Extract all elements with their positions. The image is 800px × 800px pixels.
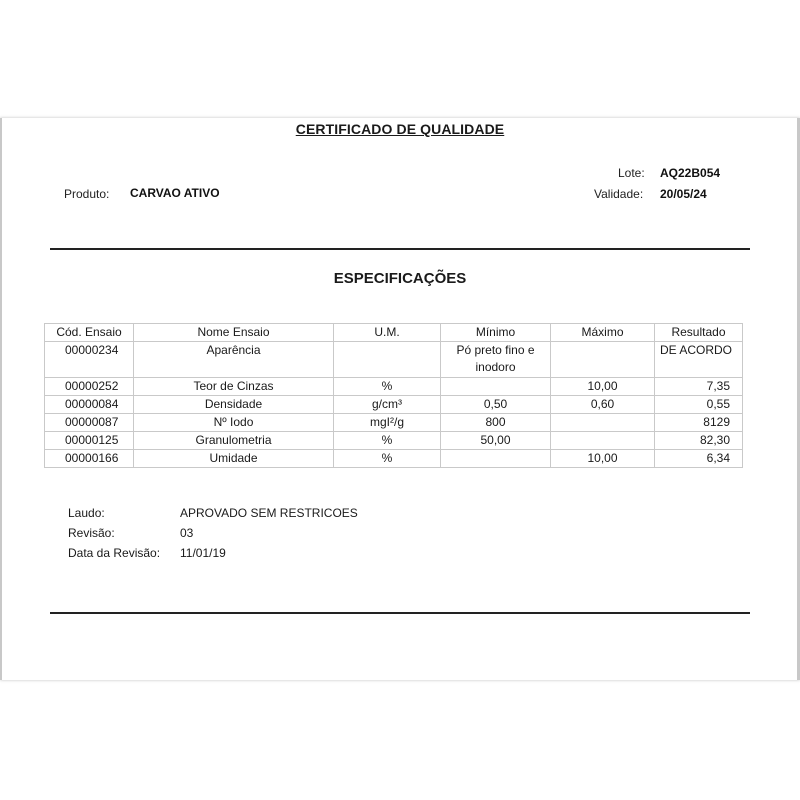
revisao-value: 03 xyxy=(180,526,194,540)
header-resultado: Resultado xyxy=(655,324,743,342)
cell-unit xyxy=(334,342,441,378)
table-row xyxy=(45,414,743,432)
page-edge-left xyxy=(0,118,2,680)
cell-code: 00000125 xyxy=(45,432,134,450)
cell-max xyxy=(551,432,655,450)
table-row xyxy=(45,432,743,450)
cell-result: 8129 xyxy=(655,414,743,432)
table-header-row xyxy=(45,324,743,342)
divider-bottom xyxy=(50,612,750,614)
cell-code: 00000087 xyxy=(45,414,134,432)
cell-min: 0,50 xyxy=(441,396,551,414)
cell-code: 00000234 xyxy=(45,342,134,378)
validity-label: Validade: xyxy=(594,187,644,201)
table-row xyxy=(45,396,743,414)
cell-name: Densidade xyxy=(134,396,334,414)
cell-result: 82,30 xyxy=(655,432,743,450)
revisao-label: Revisão: xyxy=(68,526,115,540)
cell-name: Nº Iodo xyxy=(134,414,334,432)
cell-code: 00000166 xyxy=(45,450,134,468)
cell-max xyxy=(551,414,655,432)
validity-value: 20/05/24 xyxy=(660,187,707,201)
cell-min xyxy=(441,378,551,396)
lot-value: AQ22B054 xyxy=(660,166,721,180)
cell-max: 0,60 xyxy=(551,396,655,414)
lot-label: Lote: xyxy=(618,166,645,180)
cell-min xyxy=(441,450,551,468)
cell-unit: % xyxy=(334,450,441,468)
table-row xyxy=(45,342,743,378)
product-value: CARVAO ATIVO xyxy=(130,186,220,200)
cell-result: DE ACORDO xyxy=(655,342,743,378)
spec-table xyxy=(44,323,743,468)
laudo-value: APROVADO SEM RESTRICOES xyxy=(180,506,358,520)
data-revisao-value: 11/01/19 xyxy=(180,546,226,560)
table-row xyxy=(45,378,743,396)
cell-result: 0,55 xyxy=(655,396,743,414)
spec-title: ESPECIFICAÇÕES xyxy=(333,270,467,287)
header-cod-ensaio: Cód. Ensaio xyxy=(45,324,134,342)
cell-result: 7,35 xyxy=(655,378,743,396)
cell-result: 6,34 xyxy=(655,450,743,468)
cell-unit: g/cm³ xyxy=(334,396,441,414)
cell-name: Teor de Cinzas xyxy=(134,378,334,396)
cell-unit: % xyxy=(334,378,441,396)
cell-code: 00000252 xyxy=(45,378,134,396)
cell-name: Umidade xyxy=(134,450,334,468)
header-minimo: Mínimo xyxy=(441,324,551,342)
cell-max xyxy=(551,342,655,378)
cell-unit: mgI²/g xyxy=(334,414,441,432)
header-um: U.M. xyxy=(334,324,441,342)
cell-min: 50,00 xyxy=(441,432,551,450)
cell-min: 800 xyxy=(441,414,551,432)
cell-name: Granulometria xyxy=(134,432,334,450)
header-nome-ensaio: Nome Ensaio xyxy=(134,324,334,342)
document-title: CERTIFICADO DE QUALIDADE xyxy=(295,121,505,137)
cell-max: 10,00 xyxy=(551,450,655,468)
laudo-label: Laudo: xyxy=(68,506,105,520)
data-revisao-label: Data da Revisão: xyxy=(68,546,161,560)
cell-name: Aparência xyxy=(134,342,334,378)
cell-code: 00000084 xyxy=(45,396,134,414)
cell-max: 10,00 xyxy=(551,378,655,396)
cell-unit: % xyxy=(334,432,441,450)
product-label: Produto: xyxy=(64,187,110,201)
divider-top xyxy=(50,248,750,250)
table-row xyxy=(45,450,743,468)
header-maximo: Máximo xyxy=(551,324,655,342)
cell-min: Pó preto fino e inodoro xyxy=(441,342,551,378)
